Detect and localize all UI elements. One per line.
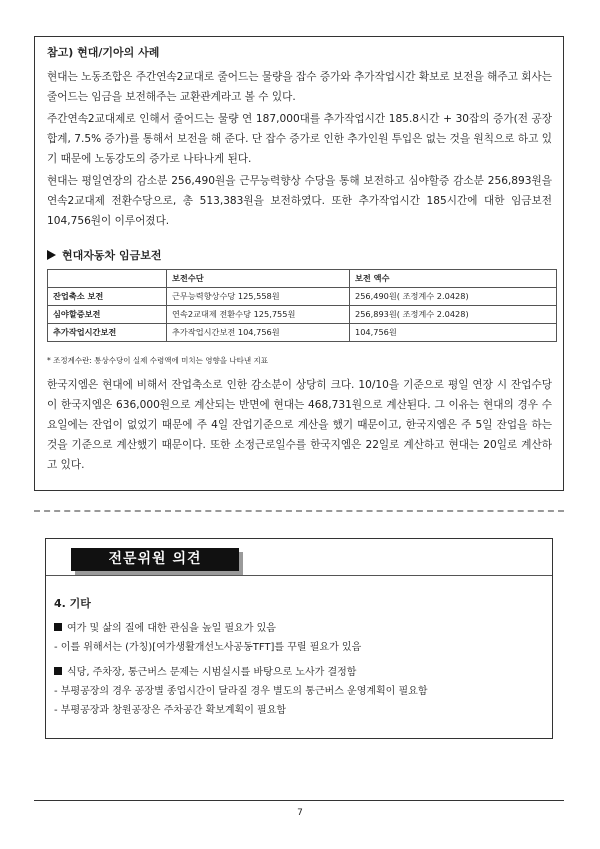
reference-box [34,36,564,491]
paragraph-gm-comparison: 한국지엠은 현대에 비해서 잔업축소로 인한 감소분이 상당히 크다. 10/10을 기준으로 평일 연장 시 잔업수당이 한국지엠은 636,000원으로 계산되는 반면에 현대는 468,731원으로 계산된다. 그 이유는 현대의 경우 수요일에는 잔업이 없었기 때문에 주 4일 잔업기준으로 계산을 했기 때문이고, 한국지엠은 주 5일 잔업을 하는 것을 기준으로 계산했기 때문이다. 또한 소정근로일수를 한국지엠은 22일로 계산하고 현대는 20일로 계산하고 있다. [47,379,552,471]
opinion-tag: 전문위원 의견 [71,548,239,571]
table-header-row [48,270,557,288]
opinion-item: - 이를 위해서는 (가칭)[여가생활개선노사공동TFT]를 꾸릴 필요가 있음 [54,642,362,653]
col-header-amount: 보전 액수 [350,270,557,288]
square-bullet-icon [54,667,62,675]
col-header-means: 보전수단 [167,270,350,288]
paragraph-volume: 주간연속2교대제로 인해서 줄어드는 물량 연 187,000대를 추가작업시간 185.8시간 + 30잡의 증가(전 공장 합계, 7.5% 증가)를 통해서 보전을 해 준다. 단 잡수 증가로 인한 추가인원 투입은 없는 것을 원칙으로 하고 있기 때문에 노동강도의 증가로 나타나게 된다. [47,113,552,165]
wage-compensation-table [47,269,557,342]
table-row: 심야할증보전 연속2교대제 전환수당 125,755원 256,893원( 조정계수 2.0428) [48,306,557,324]
dashed-divider [34,510,564,512]
opinion-item: - 부평공장과 창원공장은 주차공간 확보계획이 필요함 [54,705,287,716]
table-row: 추가작업시간보전 추가작업시간보전 104,756원 104,756원 [48,324,557,342]
table-row: 잔업축소 보전 근무능력향상수당 125,558원 256,490원( 조정계수 2.0428) [48,288,557,306]
opinion-item: 여가 및 삶의 질에 대한 관심을 높일 필요가 있음 [54,621,549,637]
reference-heading: 참고) 현대/기아의 사례 [47,46,160,59]
table-footnote: * 조정계수란: 통상수당이 실제 수령액에 미치는 영향을 나타낸 지표 [47,356,268,365]
paragraph-exchange: 현대는 노동조합은 주간연속2교대로 줄어드는 물량을 잡수 증가와 추가작업시간 확보로 보전을 해주고 회사는 줄어드는 임금을 보전해주는 교환관계라고 볼 수 있다. [47,71,552,103]
opinion-separator [46,575,552,576]
paragraph-wage: 현대는 평일연장의 감소분 256,490원을 근무능력향상 수당을 통해 보전하고 심야할증 감소분 256,893원을 연속2교대제 전환수당으로, 총 513,383원을 보전하였다. 또한 추가작업시간 185시간에 대한 임금보전 104,756원이 이루어졌다. [47,175,552,227]
square-bullet-icon [54,623,62,631]
triangle-bullet-icon [47,250,56,260]
footer-rule [34,800,564,801]
section-heading: 4. 기타 [54,597,91,610]
table-title: 현대자동차 임금보전 [47,247,161,263]
opinion-box [45,538,553,739]
opinion-item: 식당, 주차장, 통근버스 문제는 시범실시를 바탕으로 노사가 결정함 [54,665,549,681]
opinion-item: - 부평공장의 경우 공장별 종업시간이 달라질 경우 별도의 통근버스 운영계획이 필요함 [54,686,428,697]
page-number: 7 [297,808,303,818]
